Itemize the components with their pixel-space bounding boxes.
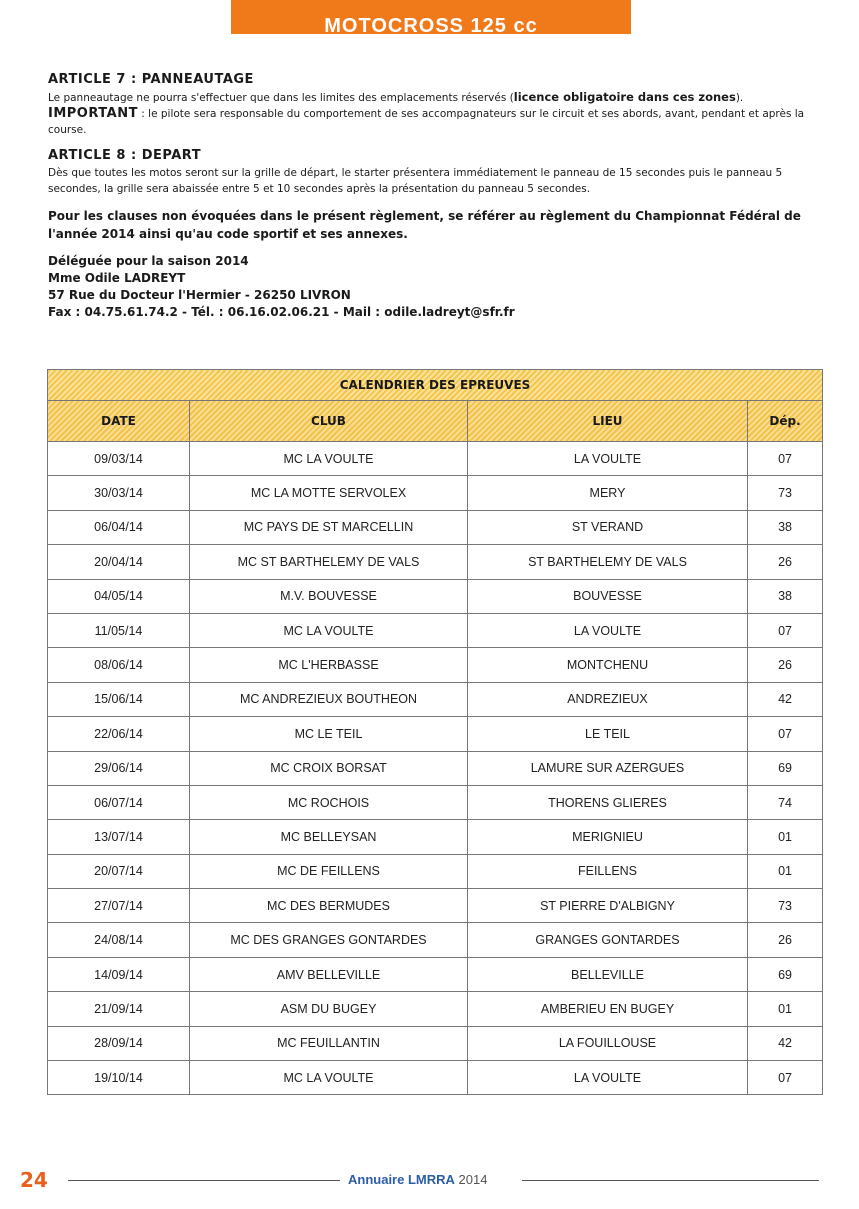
table-row: [48, 476, 823, 510]
cell-lieu: LAMURE SUR AZERGUES: [468, 751, 748, 785]
table-row: [48, 992, 823, 1026]
cell-lieu: LE TEIL: [468, 717, 748, 751]
cell-dep: 26: [748, 923, 823, 957]
contact-address: 57 Rue du Docteur l'Hermier - 26250 LIVRON: [48, 288, 351, 302]
table-row: [48, 545, 823, 579]
cell-club: MC DE FEILLENS: [190, 854, 468, 888]
cell-dep: 07: [748, 442, 823, 476]
table-row: [48, 442, 823, 476]
cell-club: MC PAYS DE ST MARCELLIN: [190, 510, 468, 544]
table-row: [48, 510, 823, 544]
cell-lieu: ST PIERRE D'ALBIGNY: [468, 889, 748, 923]
cell-lieu: MERIGNIEU: [468, 820, 748, 854]
footer-divider-left: [68, 1180, 340, 1181]
table-row: [48, 820, 823, 854]
cell-dep: 38: [748, 510, 823, 544]
cell-club: MC DES BERMUDES: [190, 889, 468, 923]
cell-club: MC BELLEYSAN: [190, 820, 468, 854]
cell-dep: 26: [748, 648, 823, 682]
footer-year: 2014: [454, 1172, 488, 1187]
article-7-text: [48, 89, 828, 138]
contact-name: Mme Odile LADREYT: [48, 271, 186, 285]
article-8-text: Dès que toutes les motos seront sur la grille de départ, le starter présentera immédiatement le panneau de 15 secondes puis le panneau 5 secondes, la grille sera abaissée entre 5 et 10 secondes après la présentation du panneau 5 secondes.: [48, 167, 783, 195]
cell-date: 28/09/14: [48, 1026, 190, 1060]
cell-lieu: BOUVESSE: [468, 579, 748, 613]
table-row: [48, 648, 823, 682]
cell-club: MC ANDREZIEUX BOUTHEON: [190, 682, 468, 716]
cell-club: AMV BELLEVILLE: [190, 957, 468, 991]
cell-dep: 42: [748, 682, 823, 716]
cell-dep: 26: [748, 545, 823, 579]
table-row: [48, 579, 823, 613]
cell-date: 27/07/14: [48, 889, 190, 923]
table-row: [48, 854, 823, 888]
table-title-row: [48, 370, 823, 401]
cell-lieu: THORENS GLIERES: [468, 785, 748, 819]
header-club: CLUB: [190, 401, 468, 442]
regulation-note: Pour les clauses non évoquées dans le présent règlement, se référer au règlement du Championnat Fédéral de l'année 2014 ainsi qu'au code sportif et ses annexes.: [48, 209, 801, 241]
cell-club: MC FEUILLANTIN: [190, 1026, 468, 1060]
cell-date: 29/06/14: [48, 751, 190, 785]
cell-club: MC ST BARTHELEMY DE VALS: [190, 545, 468, 579]
table-row: [48, 613, 823, 647]
footer-divider-right: [522, 1180, 819, 1181]
table-row: [48, 957, 823, 991]
cell-dep: 07: [748, 1061, 823, 1095]
cell-dep: 69: [748, 751, 823, 785]
cell-date: 21/09/14: [48, 992, 190, 1026]
article-7-text-bold: licence obligatoire dans ces zones: [513, 90, 736, 104]
cell-date: 08/06/14: [48, 648, 190, 682]
cell-date: 15/06/14: [48, 682, 190, 716]
header-date: DATE: [48, 401, 190, 442]
cell-dep: 42: [748, 1026, 823, 1060]
cell-lieu: LA VOULTE: [468, 1061, 748, 1095]
cell-dep: 74: [748, 785, 823, 819]
cell-lieu: FEILLENS: [468, 854, 748, 888]
cell-dep: 07: [748, 717, 823, 751]
cell-club: MC LE TEIL: [190, 717, 468, 751]
cell-dep: 73: [748, 476, 823, 510]
cell-dep: 73: [748, 889, 823, 923]
calendar-table-wrapper: [47, 369, 822, 1095]
cell-date: 30/03/14: [48, 476, 190, 510]
cell-club: MC CROIX BORSAT: [190, 751, 468, 785]
cell-date: 11/05/14: [48, 613, 190, 647]
cell-date: 19/10/14: [48, 1061, 190, 1095]
table-row: [48, 889, 823, 923]
table-row: [48, 923, 823, 957]
footer-title: [348, 1172, 487, 1187]
cell-lieu: AMBERIEU EN BUGEY: [468, 992, 748, 1026]
cell-date: 06/07/14: [48, 785, 190, 819]
cell-date: 20/07/14: [48, 854, 190, 888]
table-row: [48, 1061, 823, 1095]
article-7-text-end: ).: [735, 92, 744, 104]
table-title: CALENDRIER DES EPREUVES: [48, 370, 823, 401]
cell-dep: 01: [748, 992, 823, 1026]
cell-lieu: GRANGES GONTARDES: [468, 923, 748, 957]
cell-dep: 01: [748, 854, 823, 888]
cell-dep: 69: [748, 957, 823, 991]
cell-lieu: LA FOUILLOUSE: [468, 1026, 748, 1060]
cell-club: MC ROCHOIS: [190, 785, 468, 819]
section-banner: MOTOCROSS 125 cc: [231, 0, 631, 34]
cell-dep: 38: [748, 579, 823, 613]
important-label: IMPORTANT: [48, 106, 138, 121]
contact-delegate-role: Déléguée pour la saison 2014: [48, 254, 249, 268]
cell-lieu: MERY: [468, 476, 748, 510]
cell-lieu: ANDREZIEUX: [468, 682, 748, 716]
cell-date: 22/06/14: [48, 717, 190, 751]
cell-date: 13/07/14: [48, 820, 190, 854]
footer-org: Annuaire LMRRA: [348, 1172, 455, 1187]
table-row: [48, 1026, 823, 1060]
important-text: : le pilote sera responsable du comportement de ses accompagnateurs sur le circuit et ses abords, avant, pendant et après la course.: [48, 108, 805, 136]
table-row: [48, 751, 823, 785]
cell-date: 06/04/14: [48, 510, 190, 544]
header-dep: Dép.: [748, 401, 823, 442]
cell-club: MC DES GRANGES GONTARDES: [190, 923, 468, 957]
table-body: [48, 442, 823, 1095]
cell-lieu: ST BARTHELEMY DE VALS: [468, 545, 748, 579]
cell-club: MC LA VOULTE: [190, 1061, 468, 1095]
article-7-text-start: Le panneautage ne pourra s'effectuer que dans les limites des emplacements réservés (: [48, 92, 514, 104]
table-row: [48, 717, 823, 751]
cell-club: MC LA VOULTE: [190, 613, 468, 647]
cell-club: M.V. BOUVESSE: [190, 579, 468, 613]
cell-club: ASM DU BUGEY: [190, 992, 468, 1026]
cell-date: 24/08/14: [48, 923, 190, 957]
cell-lieu: BELLEVILLE: [468, 957, 748, 991]
cell-lieu: LA VOULTE: [468, 442, 748, 476]
rules-text: [48, 72, 828, 321]
cell-dep: 01: [748, 820, 823, 854]
header-lieu: LIEU: [468, 401, 748, 442]
cell-date: 20/04/14: [48, 545, 190, 579]
cell-date: 14/09/14: [48, 957, 190, 991]
cell-club: MC LA MOTTE SERVOLEX: [190, 476, 468, 510]
calendar-table: [47, 369, 823, 1095]
cell-lieu: MONTCHENU: [468, 648, 748, 682]
cell-lieu: ST VERAND: [468, 510, 748, 544]
contact-phone-mail: Fax : 04.75.61.74.2 - Tél. : 06.16.02.06.21 - Mail : odile.ladreyt@sfr.fr: [48, 305, 515, 319]
cell-date: 09/03/14: [48, 442, 190, 476]
cell-dep: 07: [748, 613, 823, 647]
cell-club: MC L'HERBASSE: [190, 648, 468, 682]
table-row: [48, 682, 823, 716]
table-header-row: [48, 401, 823, 442]
cell-date: 04/05/14: [48, 579, 190, 613]
table-row: [48, 785, 823, 819]
cell-club: MC LA VOULTE: [190, 442, 468, 476]
article-7-heading: ARTICLE 7 : PANNEAUTAGE: [48, 72, 254, 87]
article-8-heading: ARTICLE 8 : DEPART: [48, 148, 202, 163]
page-number: 24: [20, 1168, 48, 1192]
cell-lieu: LA VOULTE: [468, 613, 748, 647]
